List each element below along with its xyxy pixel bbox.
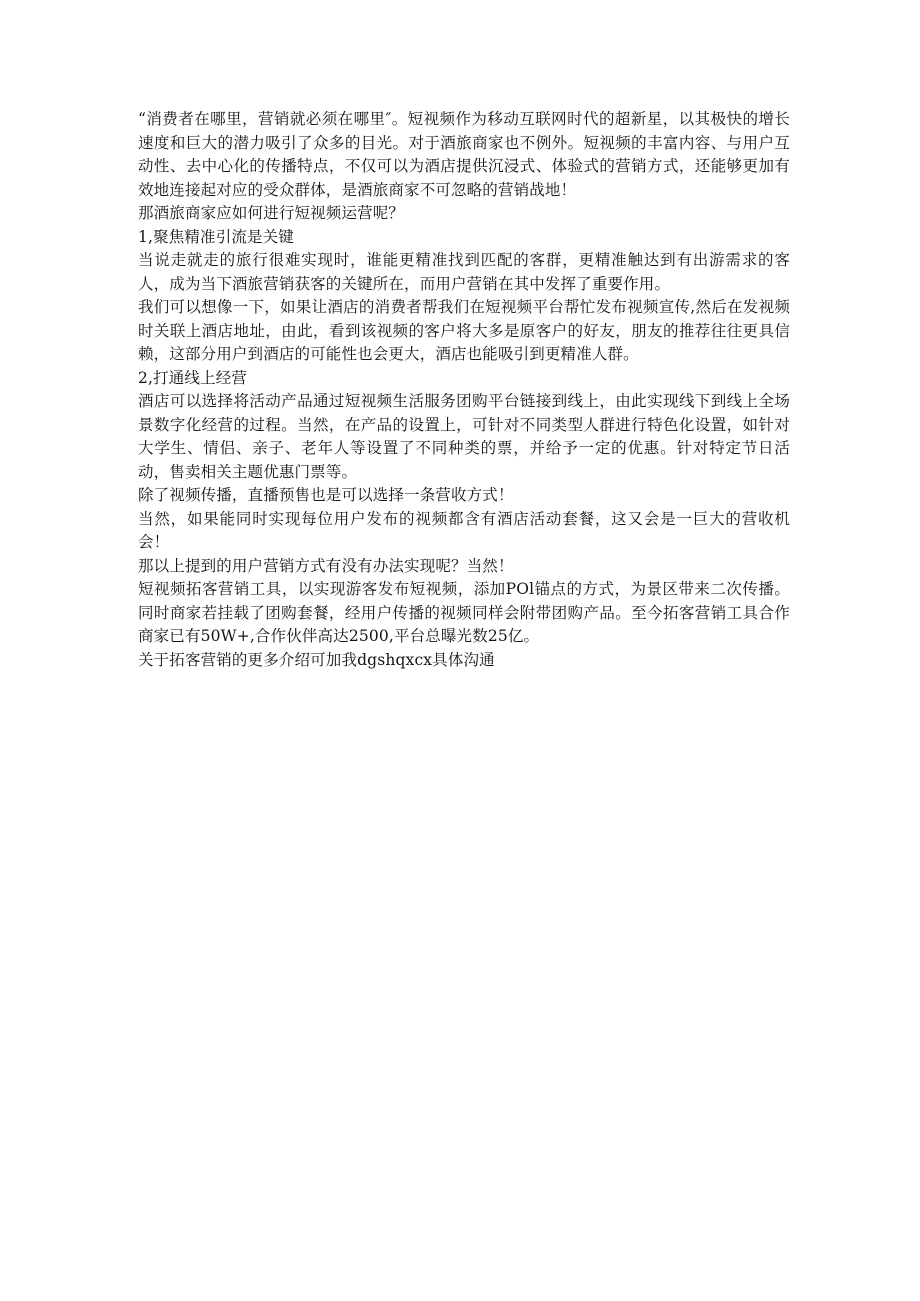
contact-paragraph: 关于拓客营销的更多介绍可加我dgshqxcx具体沟通 — [138, 650, 495, 669]
question-answer-paragraph: 那以上提到的用户营销方式有没有办法实现呢？当然！ — [138, 556, 514, 575]
section-heading-2: 2,打通线上经营 — [138, 368, 247, 387]
section-2-paragraph-1: 酒店可以选择将活动产品通过短视频生活服务团购平台链接到线上，由此实现线下到线上全场景数字化经营的过程。当然，在产品的设置上，可针对不同类型人群进行特色化设置，如针对大学生、情侣、亲子、老年人等设置了不同种类的票，并给予一定的优惠。针对特定节日活动，售卖相关主题优惠门票等。 — [138, 392, 790, 481]
section-1-paragraph-2: 我们可以想像一下，如果让酒店的消费者帮我们在短视频平台帮忙发布视频宣传,然后在发视频时关联上酒店地址，由此，看到该视频的客户将大多是原客户的好友，朋友的推荐往往更具信赖，这部分用户到酒店的可能性也会更大，酒店也能吸引到更精准人群。 — [138, 298, 790, 363]
question-paragraph: 那酒旅商家应如何进行短视频运营呢？ — [138, 204, 405, 222]
section-2-paragraph-3: 当然，如果能同时实现每位用户发布的视频都含有酒店活动套餐，这又会是一巨大的营收机会！ — [138, 509, 790, 551]
intro-paragraph: “消费者在哪里，营销就必须在哪里″。短视频作为移动互联网时代的超新星，以其极快的增长速度和巨大的潜力吸引了众多的目光。对于酒旅商家也不例外。短视频的丰富内容、与用户互动性、去中心化的传播特点，不仅可以为酒店提供沉浸式、体验式的营销方式，还能够更加有效地连接起对应的受众群体，是酒旅商家不可忽略的营销战地！ — [138, 110, 790, 199]
section-heading-1: 1,聚焦精准引流是关键 — [138, 227, 294, 246]
tool-description-paragraph: 短视频拓客营销工具，以实现游客发布短视频，添加POl锚点的方式，为景区带来二次传播。同时商家若挂载了团购套餐，经用户传播的视频同样会附带团购产品。至今拓客营销工具合作商家已有50W+,合作伙伴高达2500,平台总曝光数25亿。 — [138, 580, 790, 645]
section-2-paragraph-2: 除了视频传播，直播预售也是可以选择一条营收方式！ — [138, 486, 514, 504]
section-1-paragraph-1: 当说走就走的旅行很难实现时，谁能更精准找到匹配的客群，更精准触达到有出游需求的客人，成为当下酒旅营销获客的关键所在，而用户营销在其中发挥了重要作用。 — [138, 251, 790, 293]
document-body — [138, 108, 790, 672]
